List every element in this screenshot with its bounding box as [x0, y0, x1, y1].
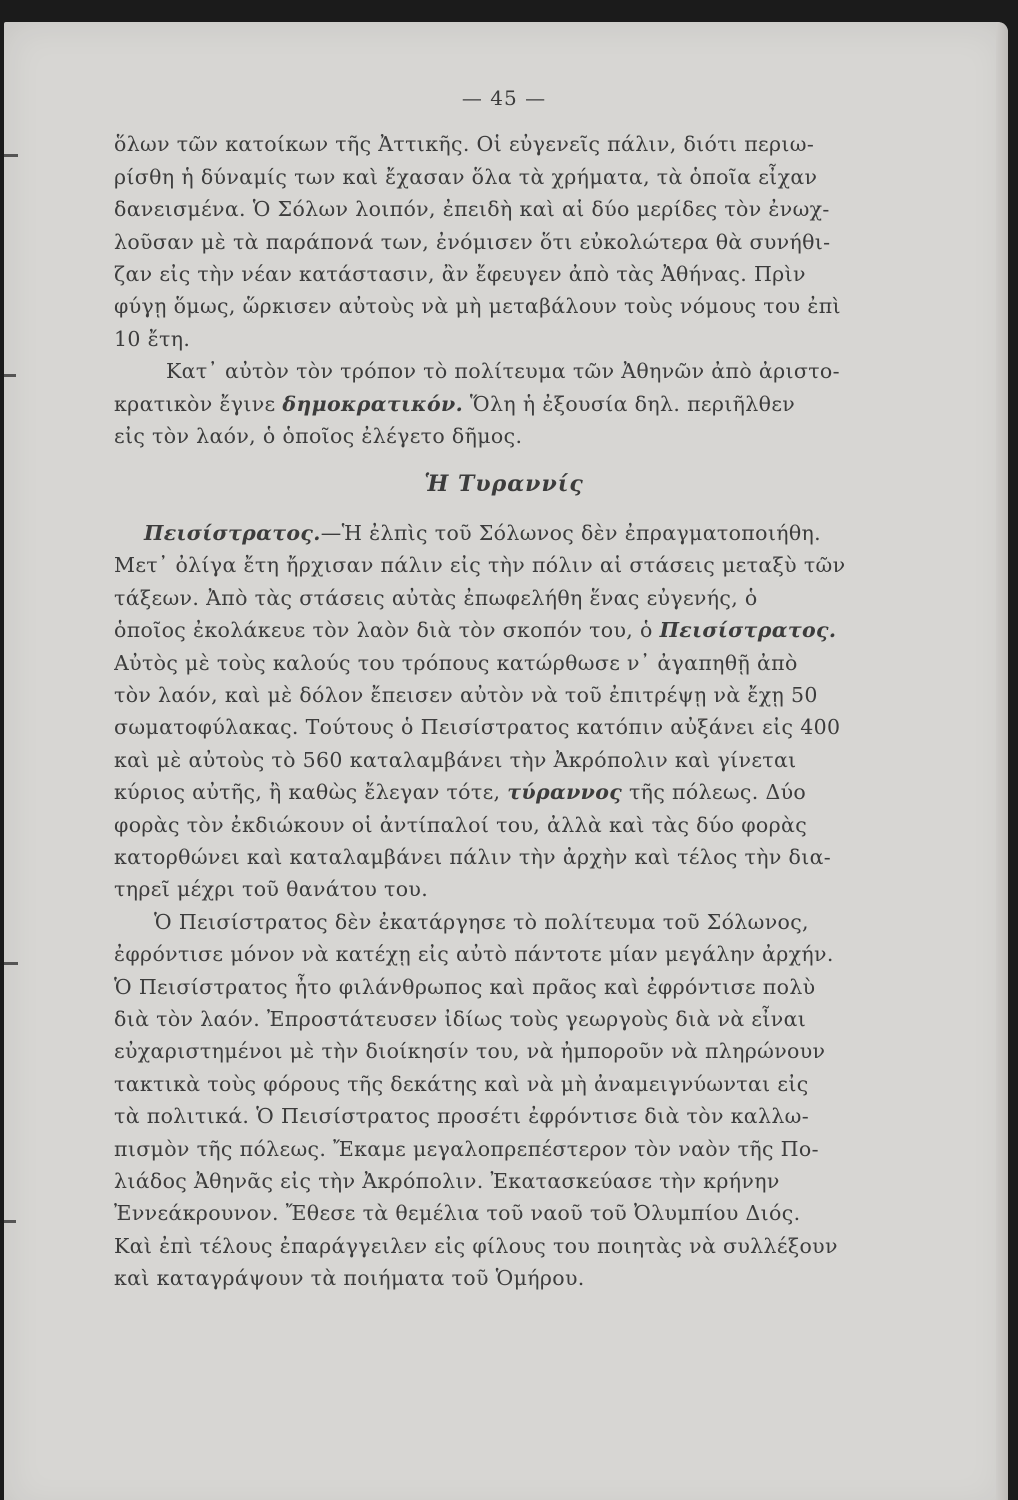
text-line: τὰ πολιτικά. Ὁ Πεισίστρατος προσέτι ἐφρόντισε διὰ τὸν καλλω-	[114, 1104, 810, 1129]
emphasis-term: δημοκρατικόν.	[282, 391, 464, 416]
text-line: καὶ μὲ αὐτοὺς τὸ 560 καταλαμβάνει τὴν Ἀκρόπολιν καὶ γίνεται	[114, 747, 797, 772]
text-segment: κύριος αὐτῆς, ἢ καθὼς ἔλεγαν τότε,	[114, 780, 508, 805]
text-line: τὸν λαόν, καὶ μὲ δόλον ἔπεισεν αὐτὸν νὰ τοῦ ἐπιτρέψῃ νὰ ἔχῃ 50	[114, 682, 818, 707]
book-page	[4, 22, 1008, 1500]
text-line: διὰ τὸν λαόν. Ἐπροστάτευσεν ἰδίως τοὺς γεωργοὺς διὰ νὰ εἶναι	[114, 1006, 807, 1031]
section-heading: Ἡ Τυραννίς	[424, 471, 584, 498]
paragraph-3	[114, 517, 894, 906]
paragraph-2	[114, 355, 894, 452]
text-line: τακτικὰ τοὺς φόρους τῆς δεκάτης καὶ νὰ μὴ ἀναμειγνύωνται εἰς	[114, 1071, 809, 1096]
lead-term: Πεισίστρατος.	[144, 520, 321, 545]
text-line: ζαν εἰς τὴν νέαν κατάστασιν, ἂν ἔφευγεν ἀπὸ τὰς Ἀθήνας. Πρὶν	[114, 262, 806, 287]
text-line: καὶ καταγράψουν τὰ ποιήματα τοῦ Ὁμήρου.	[114, 1266, 585, 1291]
text-line: Κατ᾿ αὐτὸν τὸν τρόπον τὸ πολίτευμα τῶν Ἀθηνῶν ἀπὸ ἀριστο-	[166, 359, 840, 384]
text-segment: κρατικὸν ἔγινε	[114, 391, 283, 416]
text-segment: Ὅλη ἡ ἐξουσία δηλ. περιῆλθεν	[463, 391, 796, 416]
text-line: Ὁ Πεισίστρατος δὲν ἐκατάργησε τὸ πολίτευμα τοῦ Σόλωνος,	[154, 909, 809, 934]
text-line: Ὁ Πεισίστρατος ἦτο φιλάνθρωπος καὶ πρᾶος καὶ ἐφρόντισε πολὺ	[114, 974, 816, 999]
text-line: Ἐννεάκρουνον. Ἔθεσε τὰ θεμέλια τοῦ ναοῦ τοῦ Ὀλυμπίου Διός.	[114, 1201, 801, 1226]
text-line: ὅλων τῶν κατοίκων τῆς Ἀττικῆς. Οἱ εὐγενεῖς πάλιν, διότι περιω-	[114, 132, 815, 157]
paragraph-1	[114, 128, 894, 355]
text-line	[114, 388, 894, 420]
paragraph-4	[114, 906, 894, 1295]
emphasis-term: τύραννος	[507, 780, 623, 805]
text-segment: —Ἡ ἐλπὶς τοῦ Σόλωνος δὲν ἐπραγματοποιήθη.	[320, 520, 822, 545]
text-line: Μετ᾿ ὀλίγα ἔτη ἤρχισαν πάλιν εἰς τὴν πόλιν αἱ στάσεις μεταξὺ τῶν	[114, 553, 846, 578]
text-line: ρίσθη ἡ δύναμίς των καὶ ἔχασαν ὅλα τὰ χρήματα, τὰ ὁποῖα εἶχαν	[114, 164, 818, 189]
text-segment: ὁποῖος ἐκολάκευε τὸν λαὸν διὰ τὸν σκοπόν του, ὁ	[114, 618, 660, 643]
text-line: εἰς τὸν λαόν, ὁ ὁποῖος ἐλέγετο δῆμος.	[114, 424, 523, 449]
text-segment: τῆς πόλεως. Δύο	[622, 780, 807, 805]
text-line: λοῦσαν μὲ τὰ παράπονά των, ἐνόμισεν ὅτι εὐκολώτερα θὰ συνήθι-	[114, 229, 831, 254]
page-number: — 45 —	[461, 86, 547, 110]
text-line: πισμὸν τῆς πόλεως. Ἔκαμε μεγαλοπρεπέστερον τὸν ναὸν τῆς Πο-	[114, 1136, 819, 1161]
text-line: δανεισμένα. Ὁ Σόλων λοιπόν, ἐπειδὴ καὶ αἱ δύο μερίδες τὸν ἐνωχ-	[114, 197, 830, 222]
text-line	[114, 517, 894, 549]
text-line	[114, 776, 894, 808]
text-line: εὐχαριστημένοι μὲ τὴν διοίκησίν του, νὰ ἠμποροῦν νὰ πληρώνουν	[114, 1039, 826, 1064]
text-line: φύγῃ ὅμως, ὥρκισεν αὐτοὺς νὰ μὴ μεταβάλουν τοὺς νόμους του ἐπὶ	[114, 294, 841, 319]
text-line: Καὶ ἐπὶ τέλους ἐπαράγγειλεν εἰς φίλους του ποιητὰς νὰ συλλέξουν	[114, 1233, 838, 1258]
page-text	[114, 82, 894, 1295]
margin-mark	[4, 154, 18, 157]
text-line: λιάδος Ἀθηνᾶς εἰς τὴν Ἀκρόπολιν. Ἐκατασκεύασε τὴν κρήνην	[114, 1169, 780, 1193]
text-line: Αὐτὸς μὲ τοὺς καλούς του τρόπους κατώρθωσε ν᾿ ἀγαπηθῇ ἀπὸ	[114, 650, 798, 675]
text-line: σωματοφύλακας. Τούτους ὁ Πεισίστρατος κατόπιν αὐξάνει εἰς 400	[114, 715, 841, 740]
text-line	[114, 614, 894, 646]
text-line: τάξεων. Ἀπὸ τὰς στάσεις αὐτὰς ἐπωφελήθη ἕνας εὐγενής, ὁ	[114, 585, 758, 610]
page-edge	[996, 22, 1008, 1500]
margin-mark	[4, 962, 18, 965]
text-line: ἐφρόντισε μόνον νὰ κατέχῃ εἰς αὐτὸ πάντοτε μίαν μεγάλην ἀρχήν.	[114, 942, 834, 967]
emphasis-term: Πεισίστρατος.	[659, 618, 837, 643]
text-line: τηρεῖ μέχρι τοῦ θανάτου του.	[114, 877, 429, 902]
text-line: κατορθώνει καὶ καταλαμβάνει πάλιν τὴν ἀρχὴν καὶ τέλος τὴν δια-	[114, 844, 832, 869]
margin-mark	[4, 1220, 16, 1223]
text-line: φορὰς τὸν ἐκδιώκουν οἱ ἀντίπαλοί του, ἀλλὰ καὶ τὰς δύο φορὰς	[114, 812, 808, 837]
margin-mark	[4, 374, 16, 377]
text-line: 10 ἔτη.	[114, 326, 191, 351]
